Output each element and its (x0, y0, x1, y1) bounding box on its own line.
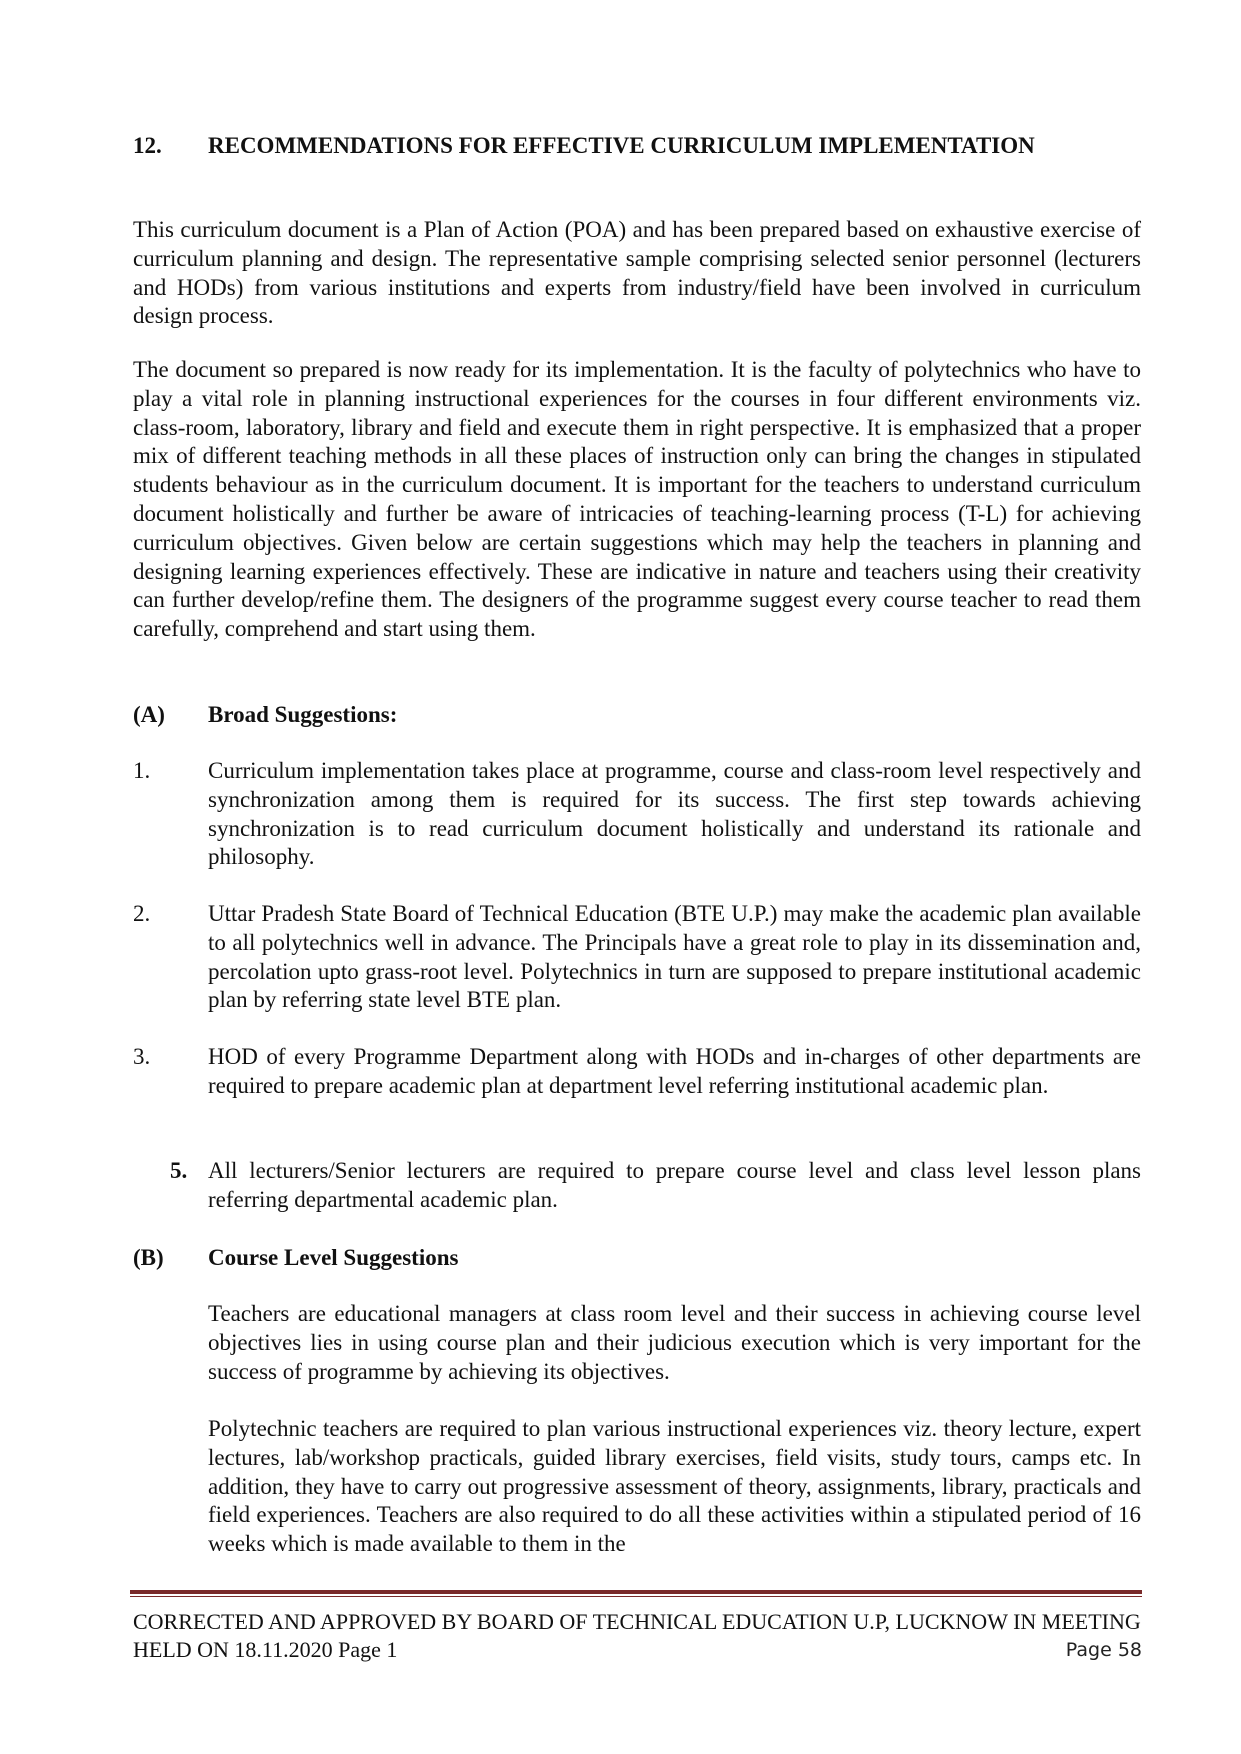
section-heading (133, 131, 1143, 161)
course-paragraph-1: Teachers are educational managers at class room level and their success in achieving course level objectives lies in using course plan and their judicious execution which is very important for the success of programme by achieving its objectives. (208, 1301, 1141, 1384)
footer-rule-thin (130, 1596, 1142, 1597)
broad-item-2-text: Uttar Pradesh State Board of Technical Education (BTE U.P.) may make the academic plan available to all polytechnics well in advance. The Principals have a great role to play in its dissemination and, percolation upto grass-root level. Polytechnics in turn are supposed to prepare institutional academic plan by referring state level BTE plan. (208, 901, 1141, 1013)
broad-suggestions-title: Broad Suggestions: (208, 702, 398, 727)
broad-item-5-text: All lecturers/Senior lecturers are required to prepare course level and class level lesson plans referring departmental academic plan. (208, 1158, 1141, 1212)
course-suggestions-label: (B) (133, 1245, 164, 1270)
broad-item-5-number: 5. (170, 1158, 188, 1183)
course-suggestions-heading (133, 1243, 458, 1272)
section-number: 12. (133, 133, 162, 158)
broad-item-3-number: 3. (133, 1044, 151, 1069)
broad-item-1-text: Curriculum implementation takes place at programme, course and class-room level respectively and synchronization among them is required for its success. The first step towards achieving synchronization is to read curriculum document holistically and understand its rationale and philosophy. (208, 758, 1141, 870)
footer-rule-thick (130, 1590, 1142, 1594)
broad-suggestions-label: (A) (133, 702, 165, 727)
broad-item-1-number: 1. (133, 758, 151, 783)
broad-item-2-number: 2. (133, 901, 151, 926)
broad-suggestions-heading (133, 700, 397, 729)
page-number: Page 58 (1065, 1639, 1142, 1661)
course-paragraph-2: Polytechnic teachers are required to plan various instructional experiences viz. theory lecture, expert lectures, lab/workshop practicals, guided library exercises, field visits, study tours, camps etc. In addition, they have to carry out progressive assessment of theory, assignments, library, practicals and field experiences. Teachers are also required to do all these activities within a stipulated period of 16 weeks which is made available to them in the (208, 1416, 1141, 1557)
intro-paragraph-1: This curriculum document is a Plan of Action (POA) and has been prepared based on exhaustive exercise of curriculum planning and design. The representative sample comprising selected senior personnel (lecturers and HODs) from various institutions and experts from industry/field have been involved in curriculum design process. (133, 217, 1141, 329)
section-title: RECOMMENDATIONS FOR EFFECTIVE CURRICULUM IMPLEMENTATION (208, 133, 1035, 158)
footer-text: CORRECTED AND APPROVED BY BOARD OF TECHNICAL EDUCATION U.P, LUCKNOW IN MEETING HELD ON 18.11.2020 Page 1 (133, 1609, 1141, 1662)
intro-paragraph-2: The document so prepared is now ready for its implementation. It is the faculty of polytechnics who have to play a vital role in planning instructional experiences for the courses in four different environments viz. class-room, laboratory, library and field and execute them in right perspective. It is emphasized that a proper mix of different teaching methods in all these places of instruction only can bring the changes in stipulated students behaviour as in the curriculum document. It is important for the teachers to understand curriculum document holistically and further be aware of intricacies of teaching-learning process (T-L) for achieving curriculum objectives. Given below are certain suggestions which may help the teachers in planning and designing learning experiences effectively. These are indicative in nature and teachers using their creativity can further develop/refine them. The designers of the programme suggest every course teacher to read them carefully, comprehend and start using them. (133, 357, 1141, 642)
broad-item-3-text: HOD of every Programme Department along with HODs and in-charges of other departments are required to prepare academic plan at department level referring institutional academic plan. (208, 1044, 1141, 1098)
course-suggestions-title: Course Level Suggestions (208, 1245, 459, 1270)
